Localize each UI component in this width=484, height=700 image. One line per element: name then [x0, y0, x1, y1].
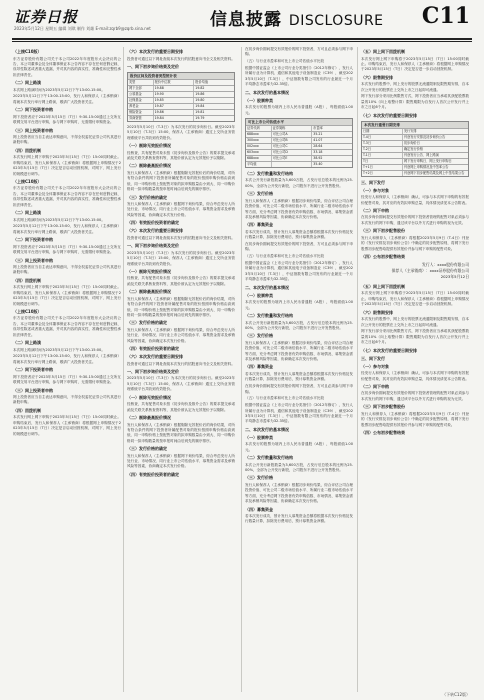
paragraph-heading: （五）网上网下回拨机制: [361, 49, 405, 54]
paragraph: 网下发行部分采用比例限售方式，网下投资者应当承诺其获配股票数量的10%（向上取整计算）限售期限为自发行人首次公开发行并上市之日起6个月。: [361, 329, 469, 345]
paragraph: （五）与行业市盈率和可比上市公司估值水平比较: [245, 396, 325, 401]
paragraph: 网上投资者应当自主表达申购意向，不得全权委托证券公司代其进行新股申购。: [13, 265, 121, 275]
paragraph-heading: 三、网下发行: [361, 355, 385, 361]
paragraph: 在初步询价期间提交有效报价的网下投资者，方可且必须参与网下申购。: [245, 47, 353, 57]
newspaper-logo: 证券日报: [14, 8, 79, 26]
table-cell: 可比公司E: [271, 156, 312, 161]
table-cell: 19.85: [153, 98, 194, 103]
column-2-body: [127, 49, 235, 478]
table-cell: 社保基金: [129, 97, 142, 102]
paragraph: 发行人和保荐人（主承销商）根据初步询价结果，综合评估公司合理投资价值、可比公司二级市场估值水平、所属行业二级市场估值水平等方面，充分考虑网下投资者有效申购倍数、市场情况、募集资金需求及承销风险等因素，协商确定本次发行价格。: [245, 482, 353, 504]
paragraph: 若本次发行成功，预计发行人募集资金总额将根据本次发行价格及发行数量计算，扣除发行费用后，预计募集资金净额。: [245, 229, 353, 240]
paragraph-heading: （三）网上投资者申购: [13, 387, 53, 393]
paragraph: 发行人和保荐人（主承销商）根据剔除无效报价后的询价结果，对所有符合条件的网下投资者所属配售对象的报价按照申购价格由高到低、同一申购价格上按配售对象的拟申购数量由小到大、同一申购价格同一拟申购数量的按申报时间由后到先的顺序排序。: [127, 296, 235, 317]
paragraph: 本次发行网上网下申购将于2023年5月15日（T日）15:00同时截止。申购结束后，发行人和保荐人（主承销商）将根据网上申购情况于2023年5月15日（T日）决定是否进一步启动回拨机制。: [361, 56, 469, 72]
table-header-row: [128, 79, 234, 85]
page-header: [0, 0, 484, 38]
table-cell: 券商资管: [129, 115, 142, 120]
table-cell: 可比公司B: [271, 138, 312, 143]
paragraph-heading: （一）剔除无效报价情况: [127, 143, 171, 149]
column-divider: [123, 47, 124, 692]
paragraph-heading: （四）公布初步配售结果: [361, 253, 405, 259]
paragraph-heading: （一）剔除无效报价情况: [127, 268, 171, 274]
paragraph-heading: 一、网下初步询价结果及定价: [127, 368, 179, 374]
paragraph-heading: （四）有效报价投资者的确定: [127, 220, 179, 226]
table-row: [362, 170, 468, 176]
paragraph-heading: （二）剔除最高报价情况: [127, 415, 171, 420]
table-title: 本次发行重要日期安排: [362, 122, 468, 128]
table-header-cell: 日期: [363, 128, 370, 133]
table-cell: 19.90: [153, 92, 194, 97]
paragraph: 根据中国证监会《上市公司行业分类指引》（2012年修订），发行人所属行业为计算机、通信和其他电子设备制造业（C39），截至2023年5月10日（T-3日），中证指数有限公司发布的行业最近一个月平均静态市盈率为32.35倍。: [245, 403, 353, 424]
paragraph: 发行人和保荐人（主承销商）根据网下询价结果，综合考虑发行人所处行业、市场情况、同行业上市公司估值水平、募集资金需求及承销风险等因素，协商确定本次发行价格。: [127, 327, 235, 343]
paragraph: 发行人和保荐人（主承销商）将根据2023年5月9日（T-4日）刊登的《发行安排及初步询价公告》中确定的初步配售原则，将网下发行股票初步配售给提供有效报价并参与网下申购的配售对象。: [361, 411, 469, 427]
table-row: [362, 134, 468, 140]
paragraph-heading: （四）回拨机制: [13, 407, 41, 413]
table-row: [362, 158, 468, 164]
paragraph: 网上投资者应当自主表达申购意向，不得全权委托证券公司代其进行新股申购。: [13, 395, 121, 405]
paragraph-heading: （六）本次发行的重要日期安排: [127, 228, 183, 234]
column-1: [13, 47, 121, 692]
paragraph-heading: （二）网下投资者申购: [13, 237, 53, 243]
table-cell: 19.79: [193, 116, 234, 121]
paragraph-heading: （七）本次发行的重要日期安排: [361, 347, 417, 353]
table-cell: 刊登发行安排及初步询价公告: [402, 135, 468, 140]
paragraph-heading: （六）本次发行的重要日期安排: [127, 354, 183, 360]
table-row: [362, 146, 468, 152]
paragraph: 本次网上路演时间为2023年5月12日下午13:00-15:00。: [13, 347, 105, 352]
paragraph-heading: （二）发行数量和发行结构: [245, 455, 293, 461]
paragraph-heading: （六）限售期安排: [361, 74, 393, 80]
paragraph-heading: （四）募集资金: [245, 364, 273, 370]
table-cell: 19.80: [193, 98, 234, 103]
table-header-cell: 市盈率: [311, 126, 352, 131]
header-info-line: 2023年5月12日 星期五 编辑 刘琪 制作 刘雄 E-mail:zqrb9@zqrb.sina.net: [14, 26, 151, 31]
table-cell: [271, 162, 312, 167]
paragraph: 网下投资者应于2023年5月15日（T日）9:30-15:00通过上交所互联网交易平台进行申购，参与网下申购时，无需缴付申购资金。: [13, 374, 121, 385]
table-cell: 603xxx: [247, 149, 259, 154]
table-cell: 19.81: [193, 110, 234, 115]
column-1-body: [13, 49, 121, 437]
table-cell: 可比公司A: [271, 132, 312, 137]
table-row: [362, 152, 468, 158]
column-4: [361, 47, 469, 692]
paragraph: 发行人和保荐人（主承销商）将根据2023年5月9日（T-4日）刊登的《发行安排及初步询价公告》中确定的初步配售原则，将网下发行股票初步配售给提供有效报价并参与网下申购的配售对象。: [361, 235, 469, 251]
paragraph-heading: （三）发行价格: [245, 475, 273, 481]
paragraph-heading: （三）网下初步配售股份: [361, 404, 405, 410]
paragraph: 本次发行网上网下申购于2023年5月15日（T日）15:00同时截止。申购结束后，发行人和保荐人（主承销商）将根据网上申购情况于2023年5月15日（T日）决定是否启动回拨机制，对网下、网上发行的规模进行调节。: [13, 285, 121, 306]
paragraph: 根据中国证监会《上市公司行业分类指引》（2012年修订），发行人所属行业为计算机、通信和其他电子设备制造业（C39），截至2023年5月10日（T-3日），中证指数有限公司发布的行业最近一个月平均静态市盈率为32.35倍。: [245, 261, 353, 282]
paragraph-heading: （四）有效报价投资者的确定: [127, 471, 179, 477]
paragraph: 经核查，共有配售对象未按《初步询价及推介公告》的要求提交承诺函及关联关系核查资料等，其报价被认定为无效报价予以剔除。: [127, 150, 235, 161]
table-cell: T-4日: [363, 134, 372, 139]
table-header-cell: 报价均值: [193, 80, 234, 85]
paragraph: 本次发行的股票中，网上发行的股票无流通限制及限售期安排，自本次公开发行的股票在上交所上市之日起即可流通。: [361, 317, 469, 327]
paragraph-heading: （二）网下投资者申购: [13, 367, 53, 373]
table-cell: 35.21: [311, 132, 352, 137]
paragraph-heading: 二、本次发行的基本情况: [245, 284, 289, 290]
section-title-en: DISCLOSURE: [288, 13, 384, 29]
paragraph-heading: （上接C10版）: [13, 308, 42, 314]
paragraph-heading: （二）网上路演: [13, 80, 41, 86]
table-row: [128, 103, 234, 109]
paragraph-heading: （二）发行数量和发行结构: [245, 170, 293, 176]
paragraph-heading: （一）股票种类: [245, 292, 273, 298]
table-cell: 网下发行申购日、网上发行申购日: [402, 159, 468, 164]
paragraph: 本次公开发行新股数量为3,600万股，占发行后总股本的比例为25.00%，全部为公开发行新股，公司股东不进行公开发售股份。: [245, 320, 353, 330]
table-cell: 300xxx: [247, 137, 259, 142]
paragraph-heading: （一）参与对象: [361, 363, 389, 369]
paragraph: 本次发行网上网下申购于2023年5月15日（T日）15:00同时截止。申购结束后，发行人和保荐人（主承销商）将根据网上申购情况于2023年5月15日（T日）决定是否启动回拨机制，对网下、网上发行的规模进行调节。: [13, 415, 121, 436]
table-cell: 19.86: [193, 92, 234, 97]
column-3: [245, 47, 353, 692]
table-row: [128, 109, 234, 115]
paragraph: 发行人和保荐人（主承销商）根据初步询价结果，综合评估公司合理投资价值、可比公司二级市场估值水平、所属行业二级市场估值水平等方面，充分考虑网下投资者有效申购倍数、市场情况、募集资金需求及承销风险等因素，协商确定本次发行价格。: [245, 340, 353, 362]
paragraph-heading: （二）网上路演: [13, 340, 41, 346]
table-row: [128, 91, 234, 97]
table-cell: 35.40: [311, 162, 352, 167]
paragraph-heading: （六）限售期安排: [361, 309, 393, 315]
table-cell: T-3日: [363, 140, 372, 145]
table-cell: 可比公司C: [271, 144, 312, 149]
section-title: [210, 5, 384, 30]
paragraph: 若本次发行成功，预计发行人募集资金总额将根据本次发行价格及发行数量计算，扣除发行费用后，预计募集资金净额。: [245, 371, 353, 382]
signature-block: 发行人：xxxx股份有限公司 保荐人（主承销商）：xxxx证券股份有限公司 2023年5月12日: [391, 261, 469, 279]
column-divider: [241, 47, 242, 692]
paragraph-heading: （二）剔除最高报价情况: [127, 163, 171, 169]
schedule-table: [361, 121, 469, 177]
paragraph: 网下发行部分采用比例限售方式，网下投资者应当承诺其获配股票数量的10%（向上取整计算）限售期限为自发行人首次公开发行并上市之日起6个月。: [361, 94, 469, 110]
table-cell: 可比公司D: [271, 150, 312, 155]
table-cell: 19.82: [193, 86, 234, 91]
paragraph: 根据中国证监会《上市公司行业分类指引》（2012年修订），发行人所属行业为计算机、通信和其他电子设备制造业（C39），截至2023年5月10日（T-3日），中证指数有限公司发布的行业最近一个月平均静态市盈率为32.35倍。: [245, 66, 353, 87]
table-row: [246, 161, 352, 167]
paragraph: 若本次发行成功，预计发行人募集资金总额将根据本次发行价格及发行数量计算，扣除发行费用后，预计募集资金净额。: [245, 514, 353, 524]
paragraph-heading: （二）网下申购: [361, 207, 389, 213]
paragraph-heading: （一）参与对象: [361, 187, 389, 193]
table-cell: T日: [363, 158, 369, 163]
header-rule-thin: [12, 41, 472, 42]
paragraph-heading: 三、网下发行: [361, 179, 385, 185]
section-title-cn: 信息披露: [210, 10, 282, 30]
table-cell: 19.87: [153, 104, 194, 109]
paragraph-heading: （二）网下申购: [361, 383, 389, 389]
table-cell: 刊登网下初步配售结果及网上中签结果公告: [402, 171, 468, 176]
table-cell: T+2日: [363, 170, 373, 175]
table-cell: 688xxx: [247, 155, 259, 160]
column-divider: [357, 47, 358, 692]
table-header-row: [362, 128, 468, 134]
paragraph: 在初步询价期间提交有效报价的网下投资者管理的配售对象必须参与本次发行的网下申购，通过该平台以外方式进行申购的视为无效。: [361, 391, 469, 401]
table-row: [246, 137, 352, 143]
paragraph-heading: （四）回拨机制: [13, 147, 41, 153]
table-cell: 28.64: [311, 144, 352, 149]
table-cell: 养老金: [129, 103, 139, 108]
paragraph: 经核查，共有配售对象未按《初步询价及推介公告》的要求提交承诺函及关联关系核查资料等，其报价被认定为无效报价予以剔除。: [127, 402, 235, 412]
table-row: [128, 85, 234, 91]
table-header-cell: 报价中位数: [153, 80, 194, 85]
paragraph: 发行人和保荐人（主承销商）根据剔除无效报价后的询价结果，对所有符合条件的网下投资者所属配售对象的报价按照申购价格由高到低、同一申购价格上按配售对象的拟申购数量由小到大、同一申购价格同一拟申购数量的按申报时间由后到先的顺序排序。: [127, 170, 235, 192]
table-row: [362, 164, 468, 170]
table-row: [246, 155, 352, 161]
paragraph-heading: （一）股票种类: [245, 434, 273, 440]
column-3-body: [245, 47, 353, 525]
table-header-cell: 证券简称: [271, 126, 312, 131]
paragraph: 2023年5月10日（T-3日）为本次发行的初步询价日。截至2023年5月10日（T-3日）15:00，保荐人（主承销商）通过上交所业务管理系统平台共收到有效报价。: [127, 250, 235, 266]
table-row: [128, 97, 234, 103]
table-cell: 19.88: [153, 86, 194, 91]
paragraph-heading: （三）网上投资者申购: [13, 127, 53, 133]
paragraph: 2023年5月12日下午13:00-15:00，发行人和保荐人（主承销商）将就本次发行举行网上路演，敬请广大投资者关注。: [13, 94, 121, 104]
paragraph: 2023年5月10日（T-3日）为本次发行的初步询价日。截至2023年5月10日（T-3日）15:00，保荐人（主承销商）通过上交所业务管理系统平台共收到有效报价。: [127, 124, 235, 140]
table-cell: 确定发行价格: [402, 147, 468, 152]
paragraph: 在初步询价期间提交有效报价的网下投资者，方可且必须参与网下申购。: [245, 242, 353, 252]
table-cell: 平均值: [247, 161, 257, 166]
paragraph: 发行人和保荐人（主承销商）根据网下询价结果，综合考虑发行人所处行业、市场情况、同行业上市公司估值水平、募集资金需求及承销风险等因素，协商确定本次发行价格。: [127, 202, 235, 217]
paragraph-heading: （三）发行价格的确定: [127, 320, 167, 326]
paragraph-heading: （四）募集资金: [245, 222, 273, 228]
paragraph: 发行人和保荐人（主承销商）根据初步询价结果，综合评估公司合理投资价值、可比公司二级市场估值水平、所属行业二级市场估值水平等方面，充分考虑网下投资者有效申购倍数、市场情况、募集资金需求及承销风险等因素，协商确定本次发行价格。: [245, 198, 353, 219]
table-row: [246, 149, 352, 155]
table-row: [362, 140, 468, 146]
table-cell: 初步询价日: [402, 141, 468, 146]
paragraph-heading: （四）回拨机制: [13, 277, 41, 283]
table-cell: 19.84: [193, 104, 234, 109]
paragraph-heading: 二、本次发行的基本情况: [245, 89, 289, 95]
paragraph-heading: （三）网下初步配售股份: [361, 228, 405, 234]
paragraph: 本次公开发行新股数量为3,600万股，占发行后总股本的比例为25.00%，全部为公开发行新股，公司股东不进行公开发售股份。: [245, 462, 353, 472]
paragraph: 投资者可通过以下网址查阅本次发行的招股意向书全文及相关资料。: [127, 361, 235, 366]
paragraph: 2023年5月12日下午13:00-15:00，发行人和保荐人（主承销商）将就本次发行举行网上路演，敬请广大投资者关注。: [13, 354, 121, 364]
paragraph-heading: （二）网上路演: [13, 210, 41, 216]
table-cell: T-2日: [363, 146, 372, 151]
paragraph: 网下投资者应于2023年5月15日（T日）9:30-15:00通过上交所互联网交易平台进行申购，参与网下申购时，无需缴付申购资金。: [13, 244, 121, 255]
paragraph: 本次发行的股票为境内上市人民币普通股（A股），每股面值1.00元。: [245, 300, 353, 310]
table-header-row: [246, 125, 352, 131]
table-cell: 33.18: [311, 150, 352, 155]
paragraph-heading: （四）公布初步配售结果: [361, 429, 405, 435]
table-header-cell: 发行安排: [402, 129, 468, 134]
table-cell: 19.86: [153, 110, 194, 115]
paragraph: 在初步询价期间提交有效报价的网下投资者管理的配售对象必须参与本次发行的网下申购，通过该平台以外方式进行申购的视为无效。: [361, 215, 469, 225]
paragraph: 本次发行的股票为境内上市人民币普通股（A股），每股面值1.00元。: [245, 105, 353, 115]
paragraph: 发行人和保荐人（主承销商）根据网下询价结果，综合考虑发行人所处行业、市场情况、同行业上市公司估值水平、募集资金需求及承销风险等因素，协商确定本次发行价格。: [127, 453, 235, 469]
paragraph: 2023年5月12日下午13:00-15:00，发行人和保荐人（主承销商）将就本次发行举行网上路演，敬请广大投资者关注。: [13, 224, 121, 234]
paragraph: 经发行人和保荐人（主承销商）确认，可参与本次网下申购的有效报价配售对象，其对应的有效拟申购总量，具体情况请见本公告附表。: [361, 195, 469, 205]
column-2: [127, 47, 235, 692]
paragraph: 本次发行网上网下申购于2023年5月15日（T日）15:00同时截止。申购结束后，发行人和保荐人（主承销商）将根据网上申购情况于2023年5月15日（T日）决定是否启动回拨机制，对网下、网上发行的规模进行调节。: [13, 155, 121, 176]
paragraph-heading: （四）有效报价投资者的确定: [127, 346, 179, 352]
table-row: [246, 143, 352, 149]
table-cell: T+1日: [363, 164, 373, 169]
paragraph-heading: （三）发行价格的确定: [127, 194, 167, 200]
paragraph: 东方证券股份有限公司关于本公司2022年年度股东大会决议的公告，本公司董事会及全体董事保证本公告内容不存在任何虚假记载、误导性陈述或者重大遗漏，并对其内容的真实性、准确性和完整性承担法律责任。: [13, 316, 121, 337]
paragraph: 网下投资者应于2023年5月15日（T日）9:30-15:00通过上交所互联网交易平台进行申购，参与网下申购时，无需缴付申购资金。: [13, 114, 121, 125]
table-header-cell: 证券代码: [247, 125, 260, 130]
table-cell: 19.84: [153, 116, 194, 121]
paragraph-heading: （三）网上投资者申购: [13, 257, 53, 263]
paragraph-heading: （上接C10版）: [13, 178, 42, 184]
paragraph: 本次网上路演时间为2023年5月12日下午13:00-15:00。: [13, 87, 105, 92]
table-cell: 688xxx: [247, 131, 259, 136]
paragraph: 经发行人和保荐人（主承销商）确认，可参与本次网下申购的有效报价配售对象，其对应的有效拟申购总量，具体情况请见本公告附表。: [361, 371, 469, 381]
header-rule-thick: [12, 38, 472, 40]
table-title: 可比上市公司估值水平: [246, 119, 352, 125]
paragraph-heading: （上接C10版）: [13, 49, 42, 54]
table-cell: T-1日: [363, 152, 372, 157]
paragraph-heading: 一、网下初步询价结果及定价: [127, 63, 179, 69]
table-row: [128, 115, 234, 121]
paragraph: （五）与行业市盈率和可比上市公司估值水平比较: [245, 254, 325, 259]
paragraph: 本次网上路演时间为2023年5月12日下午13:00-15:00。: [13, 217, 105, 222]
paragraph-heading: （一）股票种类: [245, 97, 273, 103]
paragraph-heading: （一）剔除无效报价情况: [127, 394, 171, 400]
table-header-cell: 类型: [129, 79, 136, 84]
continued-note: （下转C12版）: [442, 692, 470, 697]
paragraph: 东方证券股份有限公司关于本公司2022年年度股东大会决议的公告，本公司董事会及全体董事保证本公告内容不存在任何虚假记载、误导性陈述或者重大遗漏，并对其内容的真实性、准确性和完整性承担法律责任。: [13, 56, 121, 77]
paragraph-heading: （七）本次发行的重要日期安排: [361, 112, 417, 118]
paragraph-heading: （三）发行价格: [245, 333, 273, 339]
paragraph-heading: （三）发行价格: [245, 191, 273, 197]
quote-stats-table: [127, 72, 235, 122]
table-cell: 公募基金: [129, 91, 142, 96]
paragraph-heading: 一、网下初步询价结果及定价: [127, 243, 179, 249]
table-title: 报价区间及投资者类型统计表: [128, 73, 234, 79]
paragraph: 投资者可通过以下网址查阅本次发行的招股意向书全文及相关资料。: [127, 56, 235, 61]
paragraph-heading: （二）发行数量和发行结构: [245, 313, 293, 319]
paragraph-heading: （四）募集资金: [245, 506, 273, 512]
table-cell: 保险资金: [129, 109, 142, 114]
paragraph: （五）与行业市盈率和可比上市公司估值水平比较: [245, 59, 325, 64]
page-number: C11: [421, 3, 470, 29]
paragraph-heading: （二）剔除最高报价情况: [127, 289, 171, 295]
table-cell: 刊登发行公告、网上路演: [402, 153, 468, 158]
paragraph: 在初步询价期间提交有效报价的网下投资者，方可且必须参与网下申购。: [245, 384, 353, 394]
paragraph-heading: （二）网下投资者申购: [13, 107, 53, 113]
paragraph: 本次发行的股票为境内上市人民币普通股（A股），每股面值1.00元。: [245, 442, 353, 452]
table-cell: 002xxx: [247, 143, 259, 148]
paragraph-heading: （五）网上网下回拨机制: [361, 283, 405, 289]
paragraph: 本次发行网上网下申购将于2023年5月15日（T日）15:00同时截止。申购结束后，发行人和保荐人（主承销商）将根据网上申购情况于2023年5月15日（T日）决定是否进一步启动回拨机制。: [361, 291, 469, 307]
paragraph: 经核查，共有配售对象未按《初步询价及推介公告》的要求提交承诺函及关联关系核查资料等，其报价被认定为无效报价予以剔除。: [127, 276, 235, 286]
paragraph: 发行人和保荐人（主承销商）根据剔除无效报价后的询价结果，对所有符合条件的网下投资者所属配售对象的报价按照申购价格由高到低、同一申购价格上按配售对象的拟申购数量由小到大、同一申购价格同一拟申购数量的按申报时间由后到先的顺序排序。: [127, 422, 235, 443]
paragraph: 本次发行的股票中，网上发行的股票无流通限制及限售期安排，自本次公开发行的股票在上交所上市之日起即可流通。: [361, 82, 469, 92]
paragraph-heading: （三）发行价格的确定: [127, 446, 167, 452]
paragraph: 本次公开发行新股数量为3,600万股，占发行后总股本的比例为25.00%，全部为公开发行新股，公司股东不进行公开发售股份。: [245, 178, 353, 188]
table-cell: 网下全部: [129, 85, 142, 90]
table-row: [246, 131, 352, 137]
table-cell: 38.92: [311, 156, 352, 161]
paragraph-heading: （六）本次发行的重要日期安排: [127, 49, 183, 54]
comparable-companies-table: [245, 118, 353, 168]
column-4-body: [361, 49, 469, 436]
paragraph: 投资者可通过以下网址查阅本次发行的招股意向书全文及相关资料。: [127, 235, 235, 240]
table-cell: 刊登网上申购情况及中签率公告: [402, 165, 468, 170]
paragraph: 网上投资者应当自主表达申购意向，不得全权委托证券公司代其进行新股申购。: [13, 135, 121, 145]
paragraph-heading: 二、本次发行的基本情况: [245, 426, 289, 432]
paragraph: 东方证券股份有限公司关于本公司2022年年度股东大会决议的公告，本公司董事会及全体董事保证本公告内容不存在任何虚假记载、误导性陈述或者重大遗漏，并对其内容的真实性、准确性和完整性承担法律责任。: [13, 186, 121, 207]
table-cell: 41.07: [311, 138, 352, 143]
paragraph: 2023年5月10日（T-3日）为本次发行的初步询价日。截至2023年5月10日（T-3日）15:00，保荐人（主承销商）通过上交所业务管理系统平台共收到有效报价。: [127, 376, 235, 392]
